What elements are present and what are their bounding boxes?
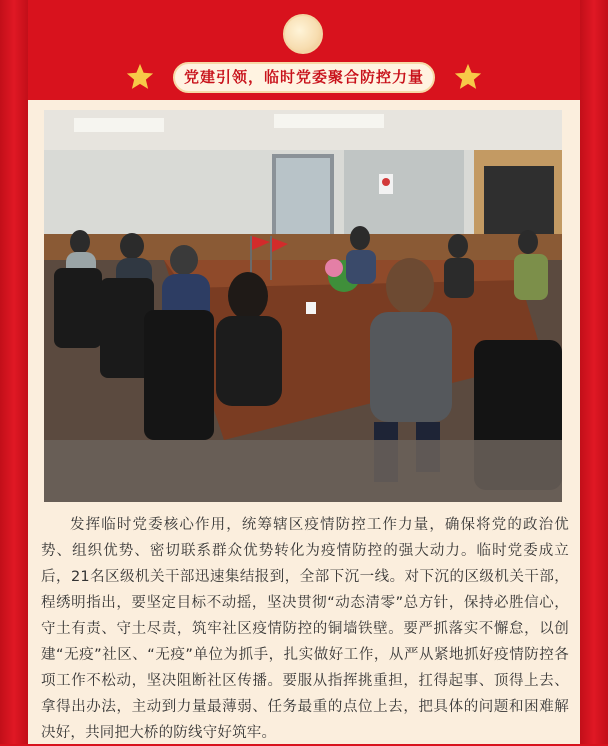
circle-ornament-icon xyxy=(283,14,323,54)
meeting-photo-illustration xyxy=(44,110,562,502)
left-border-strip xyxy=(0,0,28,744)
meeting-photo xyxy=(44,110,562,502)
article-paragraph: 发挥临时党委核心作用，统筹辖区疫情防控工作力量，确保将党的政治优势、组织优势、密切联系群众优势转化为疫情防控的强大动力。临时党委成立后，21名区级机关干部迅速集结报到，全部下沉一线。对下沉的区级机关干部，程绣明指出，要坚定目标不动摇，坚决贯彻“动态清零”总方针，保持必胜信心，守土有责、守土尽责，筑牢社区疫情防控的铜墙铁壁。要严抓落实不懈怠，以创建“无疫”社区、“无疫”单位为抓手，扎实做好工作，从严从紧地抓好疫情防控各项工作不松动，坚决阻断社区传播。要服从指挥挑重担，扛得起事、顶得上去、拿得出办法，主动到力量最薄弱、任务最重的点位上去，把具体的问题和困难解决好，共同把大桥的防线守好筑牢。 xyxy=(41,517,569,741)
section-title: 党建引领，临时党委聚合防控力量 xyxy=(173,62,435,93)
star-icon xyxy=(125,62,155,92)
star-icon xyxy=(453,62,483,92)
content-card xyxy=(28,100,580,744)
right-border-strip xyxy=(580,0,608,744)
